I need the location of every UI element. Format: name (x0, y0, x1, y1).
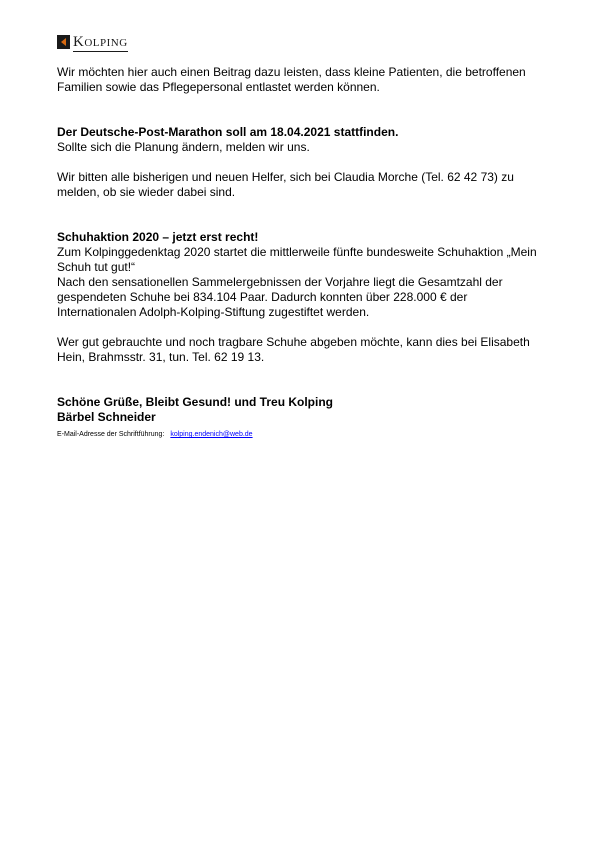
kolping-logo (57, 34, 128, 52)
signature: Bärbel Schneider (57, 410, 156, 424)
marathon-helpers-text: Wir bitten alle bisherigen und neuen Helfer, sich bei Claudia Morche (Tel. 62 42 73) zu melden, ob sie wieder dabei sind. (57, 170, 514, 199)
shoe-dropoff-text: Wer gut gebrauchte und noch tragbare Schuhe abgeben möchte, kann dies bei Elisabeth Hein, Brahmsstr. 31, tun. Tel. 62 19 13. (57, 335, 530, 364)
shoe-campaign-results: Nach den sensationellen Sammelergebnissen der Vorjahre liegt die Gesamtzahl der gespendeten Schuhe bei 834.104 Paar. Dadurch konnten über 228.000 € der Internationalen Adolph-Kolping-Stiftung zugestiftet werden. (57, 275, 503, 319)
marathon-heading: Der Deutsche-Post-Marathon soll am 18.04.2021 stattfinden. (57, 125, 399, 139)
marathon-text: Sollte sich die Planung ändern, melden wir uns. (57, 140, 310, 154)
closing-greeting: Schöne Grüße, Bleibt Gesund! und Treu Kolping (57, 395, 334, 409)
shoe-campaign-intro: Zum Kolpinggedenktag 2020 startet die mittlerweile fünfte bundesweite Schuhaktion „Mein Schuh tut gut!“ (57, 245, 537, 274)
kolping-logo-icon (57, 35, 70, 49)
shoe-campaign-heading: Schuhaktion 2020 – jetzt erst recht! (57, 230, 259, 244)
logo-text: Kolping (73, 34, 128, 50)
email-link[interactable]: kolping.endenich@web.de (170, 431, 253, 438)
email-label: E-Mail-Adresse der Schriftführung: (57, 431, 165, 438)
intro-paragraph: Wir möchten hier auch einen Beitrag dazu leisten, dass kleine Patienten, die betroffenen Familien sowie das Pflegepersonal entlastet werden können. (57, 65, 526, 94)
letter-body (57, 65, 547, 439)
email-line (57, 430, 547, 439)
